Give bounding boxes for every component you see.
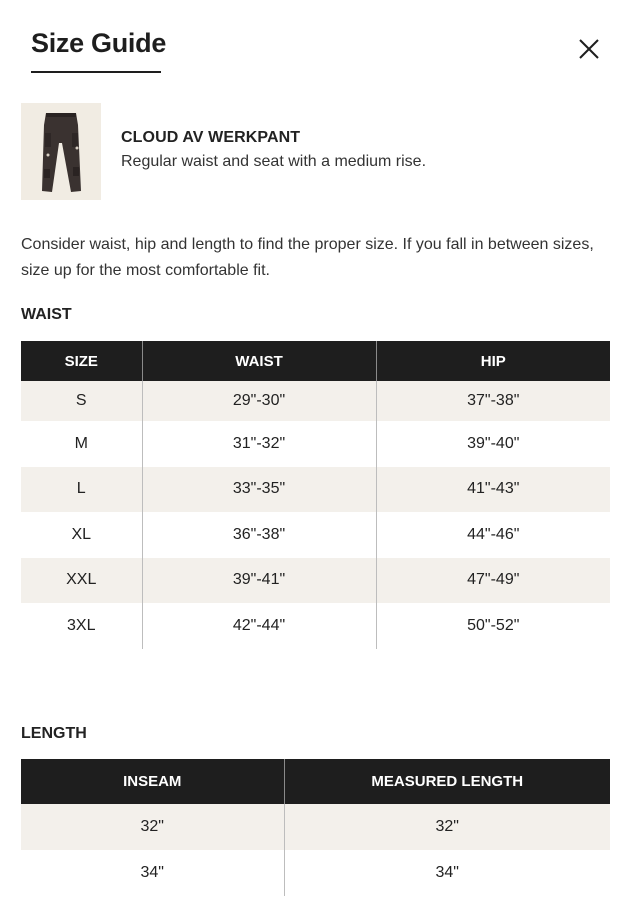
table-cell: 31"-32": [142, 421, 376, 467]
title-underline: [31, 71, 161, 73]
table-row: [21, 603, 610, 649]
intro-text: Consider waist, hip and length to find the proper size. If you fall in between sizes, size up for the most comfortable fit.: [21, 236, 594, 279]
table-row: [21, 467, 610, 513]
table-cell: 47"-49": [376, 558, 610, 604]
table-cell: 29"-30": [142, 381, 376, 421]
table-cell: 34": [284, 850, 610, 896]
table-row: [21, 381, 610, 421]
table-cell: XXL: [21, 558, 142, 604]
table-cell: 33"-35": [142, 467, 376, 513]
table-header-row: [21, 341, 610, 381]
table-row: [21, 512, 610, 558]
product-description: Regular waist and seat with a medium rise.: [121, 153, 427, 170]
table-cell: L: [21, 467, 142, 513]
table-cell: 44"-46": [376, 512, 610, 558]
table-cell: 39"-40": [376, 421, 610, 467]
table-cell: 50"-52": [376, 603, 610, 649]
table-cell: 39"-41": [142, 558, 376, 604]
table-cell: 37"-38": [376, 381, 610, 421]
table-cell: 32": [21, 804, 284, 850]
table-cell: S: [21, 381, 142, 421]
column-header: HIP: [376, 341, 610, 381]
page-title: Size Guide: [31, 28, 167, 58]
table-row: [21, 558, 610, 604]
close-icon: [578, 38, 600, 60]
table-row: [21, 850, 610, 896]
table-header-row: [21, 759, 610, 804]
length-heading: LENGTH: [21, 725, 87, 742]
table-cell: 36"-38": [142, 512, 376, 558]
product-name: CLOUD AV WERKPANT: [121, 129, 301, 146]
product-thumbnail: [21, 103, 101, 200]
product-summary: [21, 103, 611, 200]
waist-heading: WAIST: [21, 306, 72, 323]
pants-icon: [21, 103, 101, 200]
column-header: SIZE: [21, 341, 142, 381]
table-row: [21, 804, 610, 850]
column-header: MEASURED LENGTH: [284, 759, 610, 804]
table-cell: 3XL: [67, 616, 96, 634]
table-cell: 42"-44": [142, 603, 376, 649]
column-header: INSEAM: [21, 759, 284, 804]
table-cell: 32": [284, 804, 610, 850]
table-cell: 34": [140, 864, 164, 881]
table-cell: XL: [71, 525, 92, 543]
table-cell: M: [74, 434, 88, 452]
waist-table: [21, 341, 610, 649]
length-table: [21, 759, 610, 896]
column-header: WAIST: [142, 341, 376, 381]
table-cell: 41"-43": [376, 467, 610, 513]
close-button[interactable]: [574, 34, 604, 64]
table-row: [21, 421, 610, 467]
